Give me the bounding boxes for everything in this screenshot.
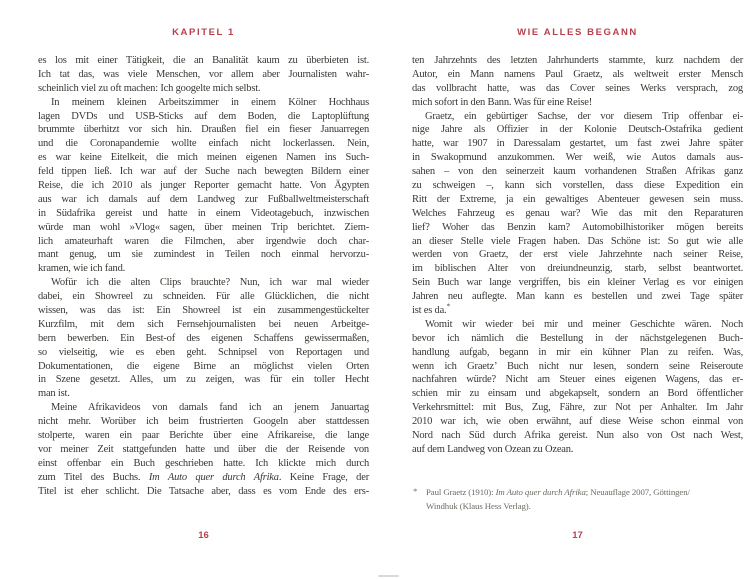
text-line: aus war ich damals auf dem Landweg zur Fußballweltmeisterschaft — [38, 193, 369, 205]
text-line: würde man wohl »Vlog« sagen, über meinen Trip berichtet. Ziem- — [38, 221, 369, 233]
text-line: zum Titel des Buchs. Im Auto quer durch Afrika. Keine Frage, der — [38, 471, 369, 483]
text-line: Graetz, ein gebürtiger Sachse, der vor diesem Trip offenbar ei- — [425, 110, 743, 122]
text-line: nachfahren würde? Nicht am Steuer eines eigenen Wagens, das er- — [412, 374, 743, 386]
text-line: Verkehrsmittel: mit Bus, Zug, Fähre, zur Not per Anhalter. Im Jahr — [412, 402, 743, 414]
text-line: zu schweigen –, kann sich vorstellen, dass diese Expedition ein — [412, 180, 743, 192]
text-line: schien mir zu einsam und abgekapselt, sondern an Bord öffentlicher — [412, 388, 743, 400]
page-left-body — [38, 54, 369, 499]
page-left — [38, 0, 369, 579]
text-line: Meine Afrikavideos von damals fand ich an jenem Januartag — [51, 402, 369, 414]
text-line: stolperte, waren ein paar Berichte über eine Afrikareise, die lange — [38, 430, 369, 442]
text-line: in Swakopmund anzukommen. Wer weiß, wie Autos damals aus- — [412, 152, 743, 164]
text-line: es los mit einer Tätigkeit, die an Banalität kaum zu überbieten ist. — [38, 55, 369, 66]
text-line: Womit wir wieder bei mir und meiner Geschichte wären. Noch — [425, 318, 743, 330]
text-line: es war keine Eitelkeit, die mich meinen eigenen Namen ins Such- — [38, 152, 369, 164]
text-line: Jahren neu auflegte. Man kann es bestellen und zwei Tage später — [412, 291, 743, 303]
text-line: 2010 war ich, wie oben erwähnt, auf diese Weise schon einmal von — [412, 416, 743, 428]
text-line: werden von Graetz, der erst viele Jahrzehnte nach seiner Reise, — [412, 249, 743, 261]
text-line: Wofür ich die alten Clips brauchte? Nun, ich war mal wieder — [51, 277, 369, 289]
text-line: im biblischen Alter von dreiundneunzig, starb, selbst beantwortet. — [412, 263, 743, 275]
text-line: Nord nach Süd durch Afrika gereist. Nun also von Ost nach West, — [412, 430, 743, 442]
text-line: lagen DVDs und USB-Sticks auf dem Boden, die Laptoplüftung — [38, 110, 369, 122]
text-line: in Südafrika gereist und hatte in einem Videotagebuch, inzwischen — [38, 207, 369, 219]
text-line: Kurzfilm, mit dem sich Fernsehjournalisten bei neuen Arbeitge- — [38, 318, 369, 330]
text-line: bern bewerben. Ein Best-of des eigenen Schaffens gewissermaßen, — [38, 332, 369, 344]
page-left-number: 16 — [198, 530, 209, 541]
section-heading: WIE ALLES BEGANN — [517, 27, 638, 38]
text-line: Autor, ein Mann namens Paul Graetz, als weltweit erster Mensch — [412, 68, 743, 80]
text-line: Ich tat das, was viele Menschen, vor allem aber Journalisten wahr- — [38, 68, 369, 80]
text-line: wissen, was das ist: Ein Showreel ist ein zusammengestückelter — [38, 305, 369, 317]
text-line: bevor ich nämlich die Bestellung in der nächstgelegenen Buch- — [412, 332, 743, 344]
text-line: lief? Woher das Benzin kam? Automobilhistoriker mögen bereits — [412, 221, 743, 233]
text-line: mant genug, um sie zumindest in Teilen noch einmal hervorzu- — [38, 249, 369, 261]
text-line: feld tippen ließ. Ich war auf der Suche nach bewegten Bildern einer — [38, 166, 369, 178]
text-line: so vielseitig, wie es eben geht. Schnipsel von Reportagen und — [38, 346, 369, 358]
text-line: wenn ich Graetz’ Buch nicht nur lesen, sondern seine Reiseroute — [412, 360, 743, 372]
footnote-text — [426, 486, 743, 513]
text-line: und die Coronapandemie wollte einfach nicht lockerlassen. Nein, — [38, 138, 369, 150]
text-line: ten Jahrzehnts des letzten Jahrhunderts stammte, kurz nachdem der — [412, 55, 743, 66]
text-line: man ist. — [38, 388, 70, 400]
text-line: mich sofort in den Bann. Was für eine Reise! — [412, 96, 592, 108]
page-right-body — [412, 54, 743, 457]
footnote-marker: * — [413, 486, 418, 496]
text-line: In meinem kleinen Arbeitszimmer in einem Kölner Hochhaus — [51, 96, 369, 108]
text-line: Reise, die ich 2010 als junger Reporter gemacht hatte. Von Ägypten — [38, 180, 369, 192]
text-line: brummte überhitzt vor sich hin. Draußen fiel ein fieser Januarregen — [38, 124, 369, 136]
page-right-number: 17 — [572, 530, 583, 541]
text-line: Dokumentationen, die eigene Birne an möglichst vielen Orten — [38, 360, 369, 372]
text-line: dabei, ein Showreel zu schneiden. Für alle Glücklichen, die nicht — [38, 291, 369, 303]
text-line: ist es da.* — [412, 301, 451, 317]
text-line: auf dem Landweg von Ozean zu Ozean. — [412, 443, 574, 455]
text-line: Welches Fahrzeug es genau war? Wie das mit den Reparaturen — [412, 207, 743, 219]
text-line: kramen, wie ich fand. — [38, 263, 126, 275]
text-line: lich amateurhaft waren die Filmchen, aber irgendwie doch char- — [38, 235, 369, 247]
page-right — [412, 0, 743, 579]
page-position-handle[interactable] — [378, 575, 399, 577]
text-line: einst offenbar ein Buch geschrieben hatte. Ich klickte mich durch — [38, 457, 369, 469]
text-line: Ritt der Extreme, ja ein gewaltiges Abenteuer gewesen sein muss. — [412, 193, 743, 205]
footnote — [412, 486, 743, 513]
text-line: vor meiner Zeit stattgefunden hatte und über die der Reisende von — [38, 443, 369, 455]
text-line: handlung aufgab, begann in mir ein kühner Plan zu reifen. Was, — [412, 346, 743, 358]
text-line: an dieser Stelle viele Fragen haben. Das Schöne ist: So gut wie alle — [412, 235, 743, 247]
text-line: scheinlich viel zu oft machen: Ich googelte mich selbst. — [38, 82, 261, 94]
text-line: hatte, war 1907 in Daressalam gestartet, um fast zwei Jahre später — [412, 138, 743, 150]
text-line: in Szene gesetzt. Alles, um zu zeigen, was für ein toller Hecht — [38, 374, 369, 386]
text-line: nige Jahre als Offizier in der Kolonie Deutsch-Ostafrika gedient — [412, 124, 743, 136]
footnote-line: Windhuk (Klaus Hess Verlag). — [426, 500, 531, 511]
text-line: Sein Buch war lange vergriffen, bis ein kleiner Verlag es vor einigen — [412, 277, 743, 289]
text-line: sahen – von den seinerzeit kaum vorhandenen Straßen Afrikas ganz — [412, 166, 743, 178]
text-line: das vollbracht hatte, was das Cover seines Werks versprach, zog — [412, 82, 743, 94]
text-line: nicht mehr. Worüber ich beim frustrierten Googeln aber stattdessen — [38, 416, 369, 428]
text-line: Titel ist eher schlicht. Die Tatsache aber, dass es vom Ende des ers- — [38, 485, 369, 497]
chapter-heading: KAPITEL 1 — [172, 27, 235, 38]
footnote-line: Paul Graetz (1910): Im Auto quer durch Afrika; Neuauflage 2007, Göttingen/ — [426, 487, 690, 497]
